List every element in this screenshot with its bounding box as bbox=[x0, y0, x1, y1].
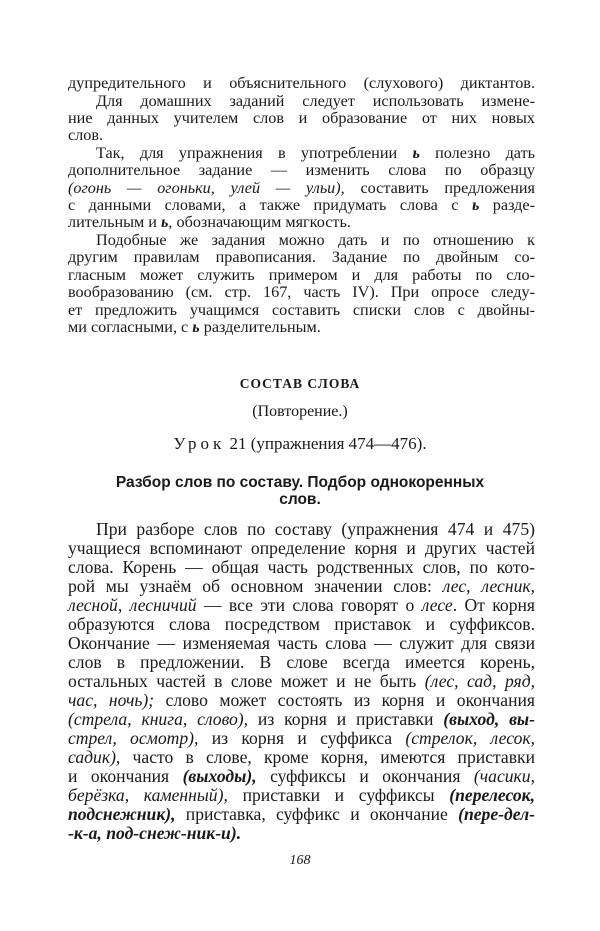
text-line bbox=[68, 214, 535, 231]
example-words: подснежник), bbox=[68, 804, 176, 824]
example-words: -к-а, под-снеж-ник-и). bbox=[68, 823, 242, 843]
example-words: (часики, bbox=[473, 766, 535, 786]
example-words: лес, лесник, bbox=[442, 576, 536, 596]
text-span: из корня и приставки bbox=[257, 709, 434, 729]
lesson-exercises: 21 (упражнения 474—476). bbox=[229, 434, 427, 453]
text-span: с данными словами, а также придумать слова с bbox=[68, 196, 459, 214]
text-line bbox=[68, 805, 535, 824]
text-line bbox=[68, 710, 535, 729]
lesson-heading bbox=[0, 435, 600, 452]
text-line bbox=[68, 577, 535, 596]
topic-heading-line-1: Разбор слов по составу. Подбор однокоренных bbox=[115, 474, 485, 491]
page-number: 168 bbox=[289, 853, 311, 868]
text-span: Так, для упражнения в употреблении bbox=[96, 144, 398, 162]
text-line: дополнительное задание — изменить слова по образцу bbox=[68, 161, 535, 179]
text-line: При разборе слов по составу (упражнения 474 и 475) bbox=[96, 519, 535, 539]
text-line bbox=[68, 180, 535, 197]
soft-sign-letter: ь bbox=[412, 144, 420, 162]
text-line: слов в предложении. В слове всегда имеется корень, bbox=[68, 652, 535, 672]
example-words: (огонь — огоньки, улей — ульи), bbox=[68, 179, 345, 197]
text-line bbox=[68, 672, 535, 691]
example-words: лесной, лесничий bbox=[68, 595, 197, 615]
example-words: садик), bbox=[68, 747, 121, 767]
text-span: разде- bbox=[492, 196, 535, 214]
text-line: вообразованию (см. стр. 167, часть IV). При опросе следу- bbox=[68, 283, 535, 301]
text-span: рой мы узнаём об основном значении слов: bbox=[68, 576, 432, 596]
example-words: час, ночь); bbox=[68, 690, 155, 710]
example-words: (перелесок, bbox=[449, 785, 535, 805]
text-span: часто в слове, кроме корня, имеются приставки bbox=[132, 747, 535, 767]
text-line: ние данных учителем слов и образование от них новых bbox=[68, 109, 535, 127]
text-span: полезно дать bbox=[435, 144, 536, 162]
example-words: (пере-дел- bbox=[458, 804, 536, 824]
text-span: и окончания bbox=[68, 766, 170, 786]
text-line bbox=[68, 729, 535, 748]
text-line: другим правилам правописания. Задание по двойным со- bbox=[68, 248, 535, 266]
text-line: ет предложить учащимся составить списки слов с двойны- bbox=[68, 301, 535, 319]
soft-sign-letter: ь bbox=[192, 318, 200, 336]
text-line bbox=[96, 145, 535, 162]
example-words: (лес, сад, ряд, bbox=[424, 671, 535, 691]
text-span: приставка, суффикс и окончание bbox=[185, 804, 448, 824]
example-words: (выходы), bbox=[182, 766, 257, 786]
text-span: , обозначающим мягкость. bbox=[168, 213, 351, 231]
text-span: приставки и суффиксы bbox=[242, 785, 435, 805]
text-line bbox=[68, 197, 535, 214]
text-line: учащиеся вспоминают определение корня и других частей bbox=[68, 538, 535, 558]
text-line bbox=[68, 691, 535, 710]
text-line: слов. bbox=[68, 126, 104, 144]
text-line: дупредительного и объяснительного (слухового) диктантов. bbox=[68, 74, 535, 92]
example-words: (выход, вы- bbox=[443, 709, 535, 729]
section-subtitle: (Повторение.) bbox=[252, 403, 348, 420]
text-line bbox=[68, 824, 535, 843]
text-line: образуются слова посредством приставок и суффиксов. bbox=[68, 614, 535, 634]
text-span: остальных частей в слове может и не быть bbox=[68, 671, 417, 691]
text-line: Окончание — изменяемая часть слова — служит для связи bbox=[68, 633, 535, 653]
soft-sign-letter: ь bbox=[161, 213, 169, 231]
soft-sign-letter: ь bbox=[471, 196, 480, 214]
text-line bbox=[68, 748, 535, 767]
example-words: (стрела, книга, слово), bbox=[68, 709, 249, 729]
example-words: (стрелок, лесок, bbox=[405, 728, 535, 748]
text-line bbox=[68, 767, 535, 786]
example-words: лесе bbox=[421, 595, 453, 615]
text-line: Для домашних заданий следует использовать измене- bbox=[96, 92, 535, 110]
lesson-word: Урок bbox=[173, 434, 226, 453]
text-span: лительным и bbox=[68, 213, 157, 231]
text-line: слова. Корень — общая часть родственных слов, по кото- bbox=[68, 557, 535, 577]
topic-heading-line-2: слов. bbox=[279, 491, 321, 508]
example-words: стрел, осмотр), bbox=[68, 728, 199, 748]
example-words: берёзка, каменный), bbox=[68, 785, 228, 805]
text-line: Подобные же задания можно дать и по отношению к bbox=[96, 231, 535, 249]
section-title: СОСТАВ СЛОВА bbox=[239, 376, 361, 391]
text-span: — все эти слова говорят о bbox=[203, 595, 415, 615]
text-line bbox=[68, 596, 535, 615]
text-span: разделительным. bbox=[203, 318, 321, 336]
text-line: гласным может служить примером и для работы по сло- bbox=[68, 266, 535, 284]
text-span: суффиксы и окончания bbox=[270, 766, 461, 786]
text-line bbox=[68, 786, 535, 805]
text-span: слово может состоять из корня и окончания bbox=[165, 690, 536, 710]
text-line bbox=[68, 319, 535, 336]
text-span: . От корня bbox=[452, 595, 536, 615]
text-span: ми согласными, с bbox=[68, 318, 189, 336]
text-span: из корня и суффикса bbox=[211, 728, 393, 748]
text-span: составить предложения bbox=[360, 179, 535, 197]
